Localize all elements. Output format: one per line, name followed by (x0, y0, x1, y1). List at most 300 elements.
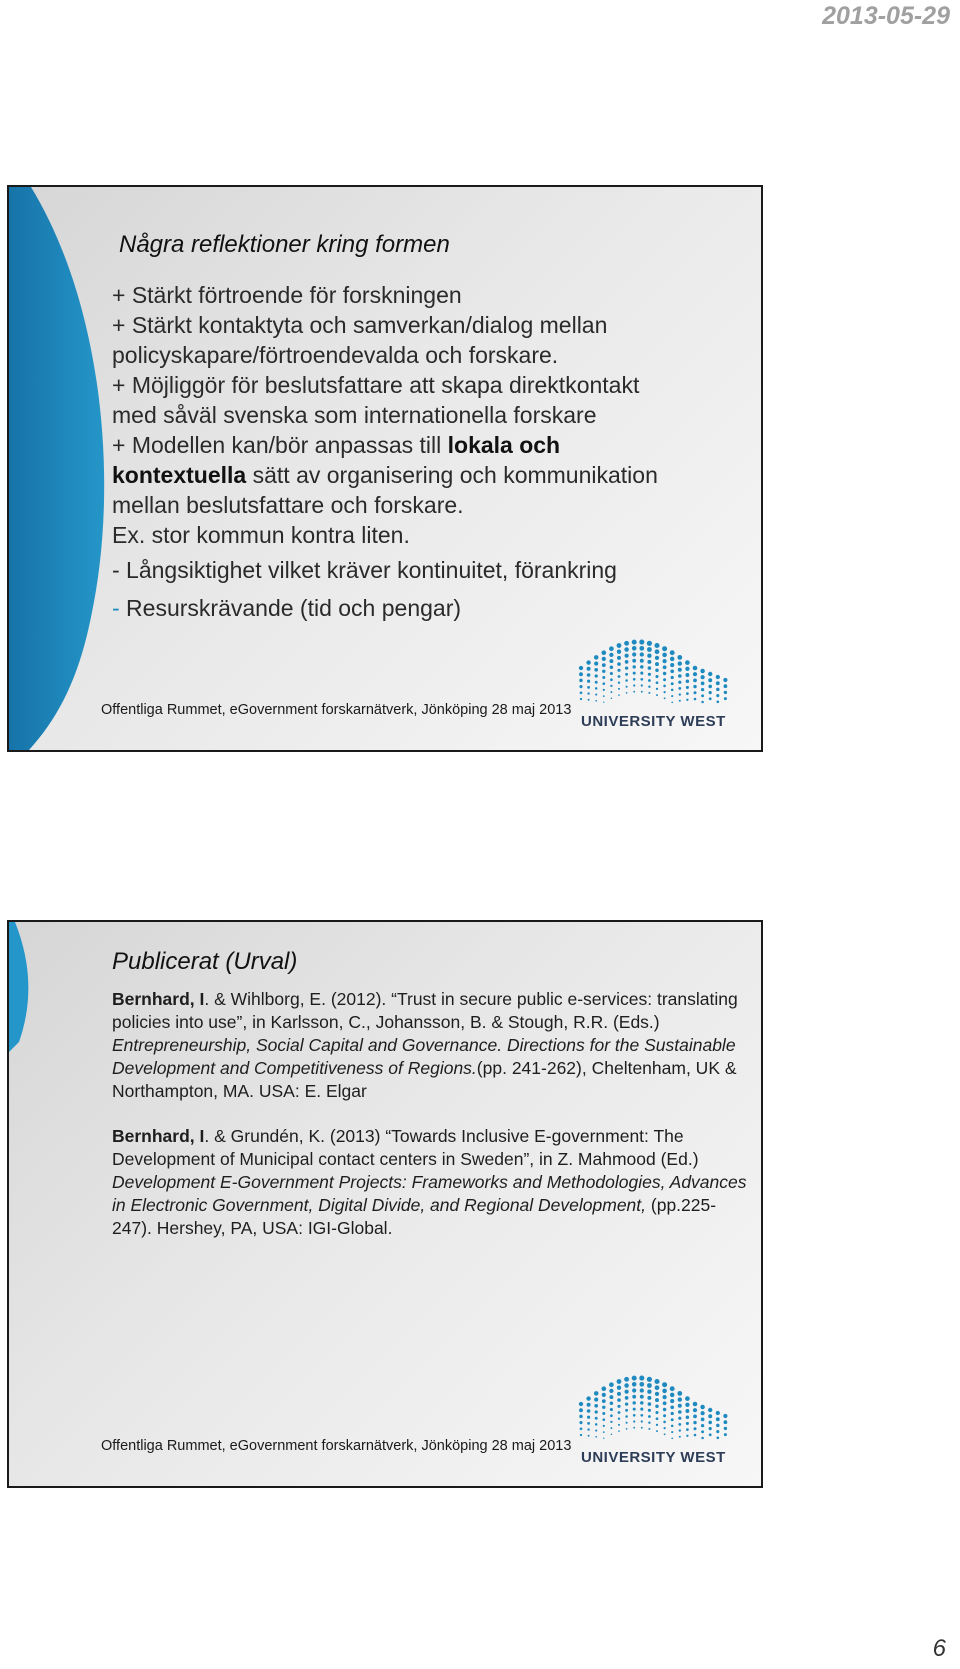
logo-dot (632, 1382, 637, 1387)
logo-dot (656, 1417, 659, 1420)
slide-publications (7, 920, 763, 1488)
logo-dot (648, 1409, 651, 1412)
logo-dot (595, 1410, 598, 1413)
logo-dot (594, 1391, 599, 1396)
logo-dot (580, 1434, 582, 1436)
logo-dot (594, 1398, 598, 1402)
logo-dot (655, 675, 658, 678)
logo-dot (664, 691, 666, 693)
text-segment: . & Grundén, K. (2013) “Towards Inclusive E-government: The Development of Municipal contact centers in Sweden”, in Z. Mahmood (Ed.) (112, 1126, 699, 1169)
logo-dot (617, 1405, 620, 1408)
logo-dot (595, 694, 597, 696)
logo-dot (678, 1397, 682, 1401)
logo-dot (648, 673, 651, 676)
university-west-logo (575, 638, 735, 730)
logo-dot (624, 1383, 629, 1388)
logo-dot (694, 1427, 697, 1430)
logo-dot (617, 1398, 621, 1402)
logo-dot (647, 1377, 652, 1382)
logo-dot (587, 1422, 590, 1425)
logo-dot (587, 680, 590, 683)
logo-dot (671, 682, 674, 685)
logo-dot (587, 1409, 591, 1413)
logo-dot (639, 646, 644, 651)
logo-dot (663, 1408, 666, 1411)
logo-dot (663, 678, 666, 681)
logo-dot (647, 660, 651, 664)
logo-dot (579, 1421, 582, 1424)
logo-dot (624, 641, 629, 646)
logo-dot (595, 1417, 598, 1420)
logo-dot (678, 1410, 682, 1414)
logo-dot (708, 672, 712, 676)
logo-dot (648, 1415, 651, 1418)
logo-dot (716, 1411, 720, 1415)
logo-dot (632, 1395, 636, 1399)
page-date: 2013-05-29 (822, 2, 950, 30)
logo-dot (617, 669, 620, 672)
logo-dot (708, 1421, 712, 1425)
logo-dot (685, 667, 689, 671)
logo-dot (709, 697, 712, 700)
logo-dot (595, 1423, 598, 1426)
logo-dot (662, 653, 667, 658)
logo-dot (633, 684, 635, 686)
logo-dot (656, 1424, 658, 1426)
logo-dot (685, 673, 689, 677)
text-segment: sätt av organisering och kommunikation (246, 462, 658, 488)
logo-dot (648, 686, 650, 688)
reference-list (112, 988, 747, 1240)
logo-dot (602, 670, 605, 673)
logo-dot (647, 1390, 651, 1394)
logo-dot (602, 1399, 606, 1403)
logo-dot (602, 650, 607, 655)
logo-dot (625, 1390, 629, 1394)
logo-dot (640, 672, 643, 675)
logo-dot (671, 701, 673, 703)
logo-dot (655, 649, 660, 654)
logo-dot (617, 1386, 621, 1390)
logo-dot (662, 1389, 667, 1394)
logo-dot (663, 1421, 666, 1424)
logo-dot (617, 1392, 621, 1396)
logo-dot (655, 1398, 659, 1402)
logo-dot (678, 681, 681, 684)
logo-dot (662, 646, 667, 651)
logo-dot (679, 1429, 681, 1431)
logo-dot (625, 679, 628, 682)
logo-dot (579, 679, 583, 683)
logo-dot (664, 697, 666, 699)
logo-dot (724, 691, 727, 694)
logo-dot (723, 678, 727, 682)
logo-dot (625, 660, 629, 664)
logo-dot (633, 1420, 635, 1422)
logo-dot (723, 1414, 727, 1418)
logo-dot (663, 659, 667, 663)
logo-dot (671, 695, 673, 697)
logo-dot (632, 1376, 637, 1381)
logo-dot (670, 1386, 675, 1391)
logo-dots-icon (575, 638, 735, 710)
list-item: policyskapare/förtroendevalda och forskare. (112, 342, 559, 368)
logo-dot (626, 1422, 628, 1424)
logo-dot (716, 1424, 720, 1428)
list-item (112, 593, 747, 623)
slide-reflections (7, 185, 763, 752)
logo-dot (716, 1417, 720, 1421)
logo-dot (647, 1396, 651, 1400)
logo-dot (603, 1418, 606, 1421)
logo-dot (656, 688, 658, 690)
logo-dot (625, 654, 629, 658)
logo-dot (594, 662, 598, 666)
logo-dot (685, 1403, 689, 1407)
logo-dot (655, 1392, 659, 1396)
logo-dot (594, 1404, 598, 1408)
logo-dot (648, 1422, 650, 1424)
logo-dot (701, 694, 704, 697)
logo-dot (708, 685, 712, 689)
logo-dot (579, 666, 583, 670)
logo-dot (641, 691, 643, 693)
logo-dot (625, 673, 628, 676)
logo-dot (701, 1437, 704, 1440)
logo-dot (654, 1379, 659, 1384)
logo-dot (617, 643, 622, 648)
logo-dot (640, 678, 643, 681)
logo-dot (579, 672, 583, 676)
logo-dot (655, 656, 659, 660)
logo-dot (693, 1408, 697, 1412)
logo-dot (670, 1405, 674, 1409)
logo-dot (686, 679, 690, 683)
logo-dot (671, 1425, 674, 1428)
list-item (112, 430, 747, 460)
logo-dot (586, 660, 590, 664)
logo-dot (663, 1395, 667, 1399)
logo-dot (625, 1409, 628, 1412)
logo-dot (609, 653, 613, 657)
text-segment: Resurskrävande (tid och pengar) (119, 595, 462, 621)
logo-dot (671, 1437, 673, 1439)
list-item: - Långsiktighet vilket kräver kontinuitet, förankring (112, 557, 617, 583)
list-item: + Stärkt kontaktyta och samverkan/dialog mellan (112, 312, 608, 338)
logo-dot (579, 1415, 583, 1419)
logo-dot (626, 1428, 628, 1430)
logo-text: UNIVERSITY WEST (581, 713, 726, 730)
logo-dot (724, 1433, 727, 1436)
logo-dot (647, 1383, 652, 1388)
logo-dot (633, 691, 635, 693)
logo-dot (641, 684, 643, 686)
logo-dot (603, 1425, 605, 1427)
logo-dot (633, 1408, 636, 1411)
logo-dot (679, 693, 681, 695)
logo-dot (640, 1388, 644, 1392)
logo-dot (677, 1391, 682, 1396)
logo-dot (663, 672, 666, 675)
logo-dot (716, 1436, 719, 1439)
logo-dot (609, 1389, 613, 1393)
logo-dot (640, 665, 644, 669)
logo-dot (686, 686, 689, 689)
logo-dot (633, 678, 636, 681)
page-number: 6 (932, 1635, 946, 1662)
logo-dot (640, 1401, 644, 1405)
logo-dot (640, 652, 644, 656)
slide-footer: Offentliga Rummet, eGovernment forskarnätverk, Jönköping 28 maj 2013 (101, 1438, 572, 1454)
text-segment: + Modellen kan/bör anpassas till (112, 432, 448, 458)
logo-dot (647, 641, 652, 646)
logo-dot (686, 699, 688, 701)
logo-dot (579, 1408, 583, 1412)
logo-dot (603, 689, 605, 691)
logo-dot (716, 700, 719, 703)
logo-dot (595, 1430, 597, 1432)
logo-dots-icon (575, 1374, 735, 1446)
slide-title: Publicerat (Urval) (112, 948, 298, 975)
logo-dot (655, 669, 659, 673)
logo-dot (595, 700, 597, 702)
logo-dot (632, 640, 637, 645)
logo-dot (686, 1428, 689, 1431)
logo-dot (716, 688, 720, 692)
reference-author: Bernhard, I (112, 1126, 205, 1146)
logo-dot (624, 647, 629, 652)
logo-dot (595, 674, 598, 677)
logo-dot (647, 654, 651, 658)
logo-dot (610, 672, 613, 675)
logo-dot (700, 669, 705, 674)
logo-dot (594, 655, 599, 660)
list-item (112, 460, 747, 490)
logo-dot (602, 1386, 607, 1391)
logo-dot (655, 1411, 658, 1414)
logo-dot (671, 689, 674, 692)
logo-dot (686, 1435, 688, 1437)
logo-dot (611, 1434, 613, 1436)
logo-dot (579, 685, 582, 688)
logo-dot (678, 668, 682, 672)
dash-marker: - (112, 595, 120, 621)
slide-footer: Offentliga Rummet, eGovernment forskarnätverk, Jönköping 28 maj 2013 (101, 702, 572, 718)
bold-text: lokala och (447, 432, 561, 458)
logo-dot (625, 1415, 628, 1418)
logo-dot (588, 1435, 590, 1437)
bold-text: kontextuella (112, 462, 247, 488)
logo-dot (641, 1420, 643, 1422)
logo-dot (670, 657, 675, 662)
logo-dot (656, 694, 658, 696)
logo-dot (610, 685, 612, 687)
logo-dot (595, 1436, 597, 1438)
logo-dot (595, 687, 598, 690)
logo-dot (693, 1402, 698, 1407)
logo-dot (579, 1402, 583, 1406)
logo-dot (716, 675, 720, 679)
reflection-list (112, 280, 747, 623)
logo-dot (617, 656, 621, 660)
logo-dot (648, 679, 651, 682)
logo-dot (639, 1382, 644, 1387)
logo-dot (655, 662, 659, 666)
logo-dot (700, 1405, 705, 1410)
reference-item (112, 988, 747, 1103)
logo-dot (618, 675, 621, 678)
logo-dot (640, 659, 644, 663)
logo-dot (602, 1406, 605, 1409)
logo-dot (632, 659, 636, 663)
logo-dot (656, 681, 659, 684)
logo-dot (618, 1418, 620, 1420)
logo-dot (670, 663, 674, 667)
university-west-logo (575, 1374, 735, 1466)
logo-dot (693, 672, 697, 676)
logo-dot (686, 692, 689, 695)
logo-dot (678, 1423, 681, 1426)
logo-dot (610, 666, 614, 670)
logo-dot (648, 1428, 650, 1430)
list-item: + Möjliggör för beslutsfattare att skapa direktkontakt (112, 372, 640, 398)
logo-dot (603, 1438, 604, 1439)
logo-dot (701, 1430, 704, 1433)
logo-dot (701, 1424, 704, 1427)
list-item: + Stärkt förtroende för forskningen (112, 282, 462, 308)
logo-dot (626, 692, 628, 694)
logo-dot (603, 702, 604, 703)
logo-dot (670, 669, 674, 673)
logo-dot (602, 657, 606, 661)
logo-dot (618, 694, 620, 696)
slide-content (112, 948, 747, 1262)
logo-dot (709, 691, 712, 694)
blue-arc-decoration (9, 922, 129, 1486)
logo-dot (586, 1396, 590, 1400)
logo-dot (694, 1434, 697, 1437)
logo-dot (708, 678, 712, 682)
blue-arc-decoration (9, 187, 129, 750)
logo-dot (716, 681, 720, 685)
logo-dot (602, 1412, 605, 1415)
logo-dot (724, 1427, 727, 1430)
logo-dot (716, 694, 719, 697)
logo-dot (610, 1414, 613, 1417)
logo-dot (693, 685, 696, 688)
logo-dot (603, 1431, 605, 1433)
logo-dot (580, 698, 582, 700)
logo-dot (693, 666, 698, 671)
logo-dot (617, 662, 621, 666)
logo-dot (625, 1402, 628, 1405)
logo-dot (670, 650, 675, 655)
logo-dot (587, 686, 590, 689)
logo-dot (617, 1379, 622, 1384)
logo-dot (587, 667, 591, 671)
logo-dot (678, 1404, 682, 1408)
logo-dot (663, 1401, 667, 1405)
logo-dot (632, 652, 636, 656)
logo-dot (580, 1427, 583, 1430)
logo-dot (708, 1414, 712, 1418)
logo-dot (656, 1430, 658, 1432)
logo-dot (647, 647, 652, 652)
list-item: med såväl svenska som internationella forskare (112, 402, 597, 428)
logo-dot (685, 1396, 690, 1401)
logo-dot (640, 1395, 644, 1399)
logo-dot (640, 1414, 643, 1417)
reference-author: Bernhard, I (112, 989, 205, 1009)
logo-dot (610, 1402, 614, 1406)
logo-dot (633, 665, 636, 668)
logo-dot (610, 1408, 613, 1411)
logo-dot (679, 700, 681, 702)
logo-dot (701, 688, 704, 691)
logo-dot (648, 692, 650, 694)
logo-dot (693, 1421, 696, 1424)
logo-dot (701, 701, 704, 704)
logo-dot (701, 1411, 705, 1415)
logo-dot (625, 666, 628, 669)
logo-dot (701, 675, 705, 679)
logo-dot (602, 676, 605, 679)
logo-dot (664, 1433, 666, 1435)
logo-dot (632, 1388, 636, 1392)
logo-dot (663, 1414, 666, 1417)
logo-dot (640, 1408, 643, 1411)
logo-dot (610, 678, 613, 681)
logo-dot (625, 1396, 629, 1400)
logo-dot (603, 682, 606, 685)
logo-dot (724, 1420, 728, 1424)
slide-content (112, 231, 747, 623)
logo-dot (602, 663, 606, 667)
logo-dot (671, 676, 674, 679)
logo-dot (609, 646, 614, 651)
logo-dot (724, 684, 728, 688)
logo-dot (618, 1430, 620, 1432)
logo-dot (662, 1382, 667, 1387)
logo-dot (716, 1430, 719, 1433)
logo-dot (686, 1422, 689, 1425)
logo-dot (678, 687, 681, 690)
logo-dot (632, 646, 637, 651)
logo-dot (663, 665, 667, 669)
list-item: Ex. stor kommun kontra liten. (112, 522, 410, 548)
logo-dot (663, 685, 666, 688)
logo-dot (610, 691, 612, 693)
list-item: mellan beslutsfattare och forskare. (112, 492, 464, 518)
logo-dot (654, 643, 659, 648)
reference-item (112, 1125, 747, 1240)
logo-dot (610, 1421, 612, 1423)
logo-dot (693, 1415, 697, 1419)
logo-dot (701, 682, 705, 686)
logo-dot (685, 660, 690, 665)
logo-dot (633, 672, 636, 675)
logo-dot (610, 1427, 612, 1429)
logo-dot (686, 1415, 690, 1419)
logo-dot (724, 697, 727, 700)
logo-dot (618, 682, 620, 684)
logo-dot (618, 688, 620, 690)
logo-dot (633, 1401, 636, 1404)
logo-dot (587, 673, 591, 677)
logo-dot (679, 1436, 681, 1438)
logo-dot (671, 1412, 674, 1415)
logo-dot (609, 659, 613, 663)
